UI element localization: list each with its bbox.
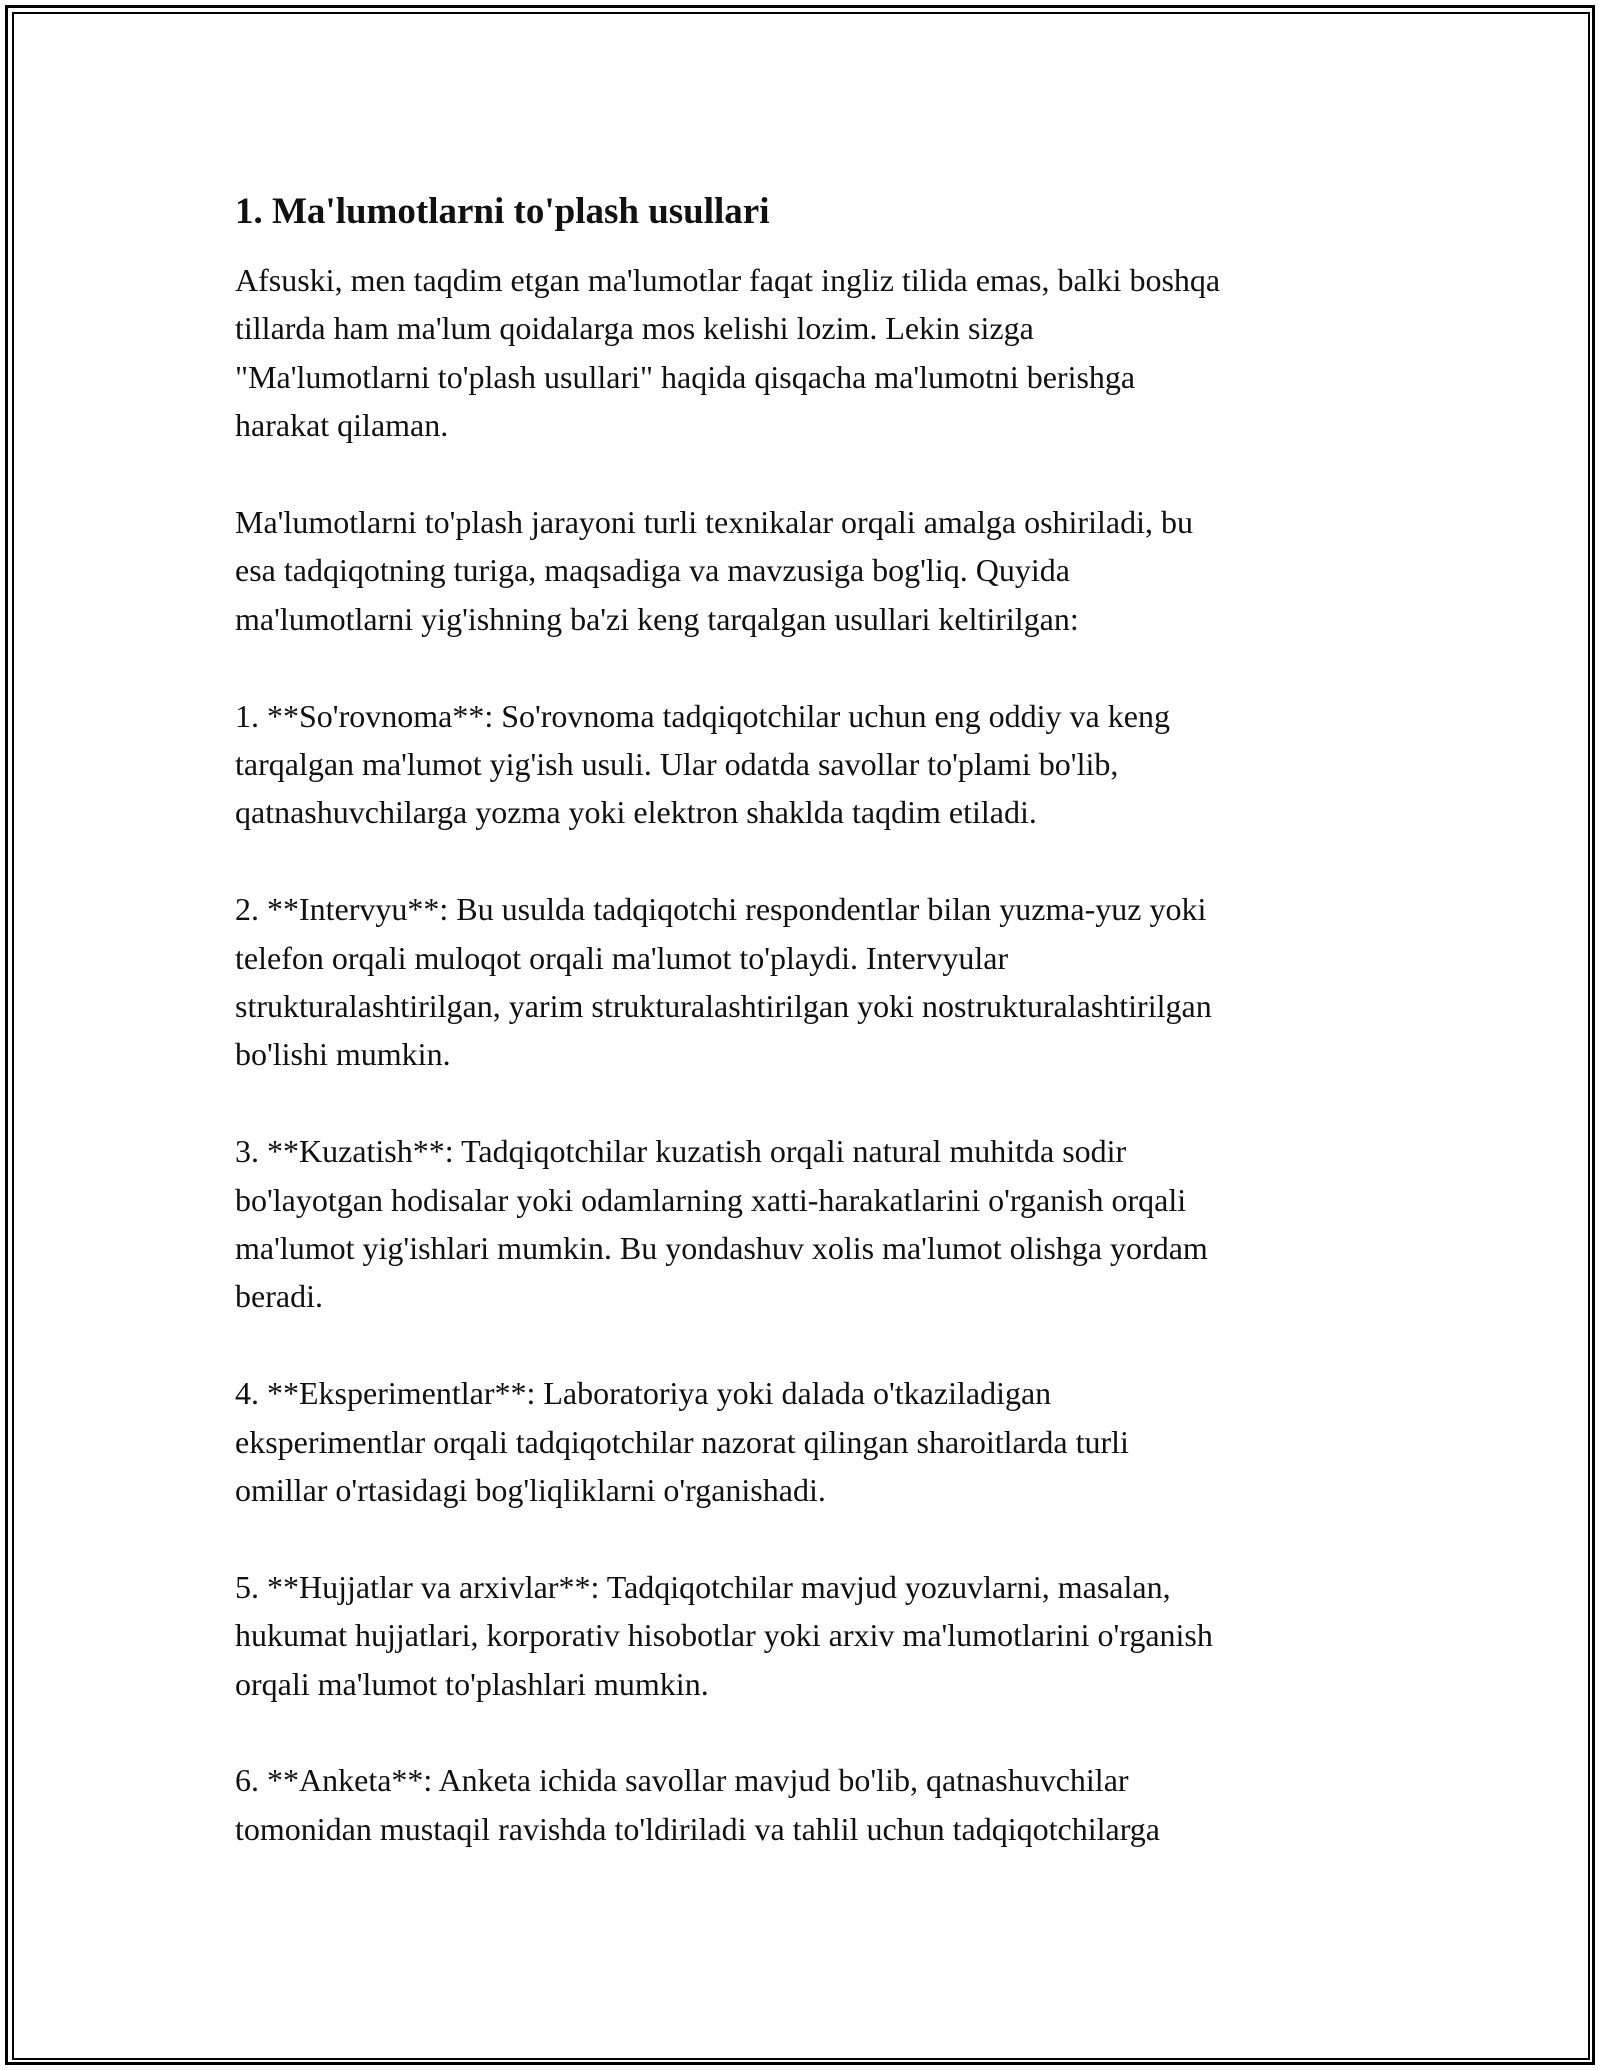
page-title: 1. Ma'lumotlarni to'plash usullari	[235, 191, 770, 232]
list-item-hujjatlar: 5. **Hujjatlar va arxivlar**: Tadqiqotchilar mavjud yozuvlarni, masalan, hukumat hujjatlari, korporativ hisobotlar yoki arxiv ma'lumotlarini o'rganish orqali ma'lumot to'plashlari mumkin.	[235, 1568, 1213, 1702]
list-item-kuzatish: 3. **Kuzatish**: Tadqiqotchilar kuzatish orqali natural muhitda sodir bo'layotgan hodisalar yoki odamlarning xatti-harakatlarini o'rganish orqali ma'lumot yig'ishlari mumkin. Bu yondashuv xolis ma'lumot olishga yordam beradi.	[235, 1133, 1208, 1315]
paragraph-overview: Ma'lumotlarni to'plash jarayoni turli texnikalar orqali amalga oshiriladi, bu esa tadqiqotning turiga, maqsadiga va mavzusiga bog'liq. Quyida ma'lumotlarni yig'ishning ba'zi keng tarqalgan usullari keltirilgan:	[235, 504, 1193, 637]
list-item-sorovnoma: 1. **So'rovnoma**: So'rovnoma tadqiqotchilar uchun eng oddiy va keng tarqalgan ma'lumot yig'ish usuli. Ular odatda savollar to'plami bo'lib, qatnashuvchilarga yozma yoki elektron shaklda taqdim etiladi.	[235, 697, 1170, 831]
list-item-anketa: 6. **Anketa**: Anketa ichida savollar mavjud bo'lib, qatnashuvchilar tomonidan mustaqil ravishda to'ldiriladi va tahlil uchun tadqiqotchilarga	[235, 1762, 1160, 1847]
paragraph-intro: Afsuski, men taqdim etgan ma'lumotlar faqat ingliz tilida emas, balki boshqa tillarda ham ma'lum qoidalarga mos kelishi lozim. Lekin sizga "Ma'lumotlarni to'plash usullari" haqida qisqacha ma'lumotni berishga harakat qilaman.	[235, 262, 1221, 444]
list-item-eksperimentlar: 4. **Eksperimentlar**: Laboratoriya yoki dalada o'tkaziladigan eksperimentlar orqali tadqiqotchilar nazorat qilingan sharoitlarda turli omillar o'rtasidagi bog'liqliklarni o'rganishadi.	[235, 1375, 1129, 1509]
list-item-intervyu: 2. **Intervyu**: Bu usulda tadqiqotchi respondentlar bilan yuzma-yuz yoki telefon orqali muloqot orqali ma'lumot to'playdi. Intervyular strukturalashtirilgan, yarim strukturalashtirilgan yoki nostrukturalashtirilgan bo'lishi mumkin.	[235, 891, 1212, 1073]
document-body	[235, 188, 1375, 1853]
